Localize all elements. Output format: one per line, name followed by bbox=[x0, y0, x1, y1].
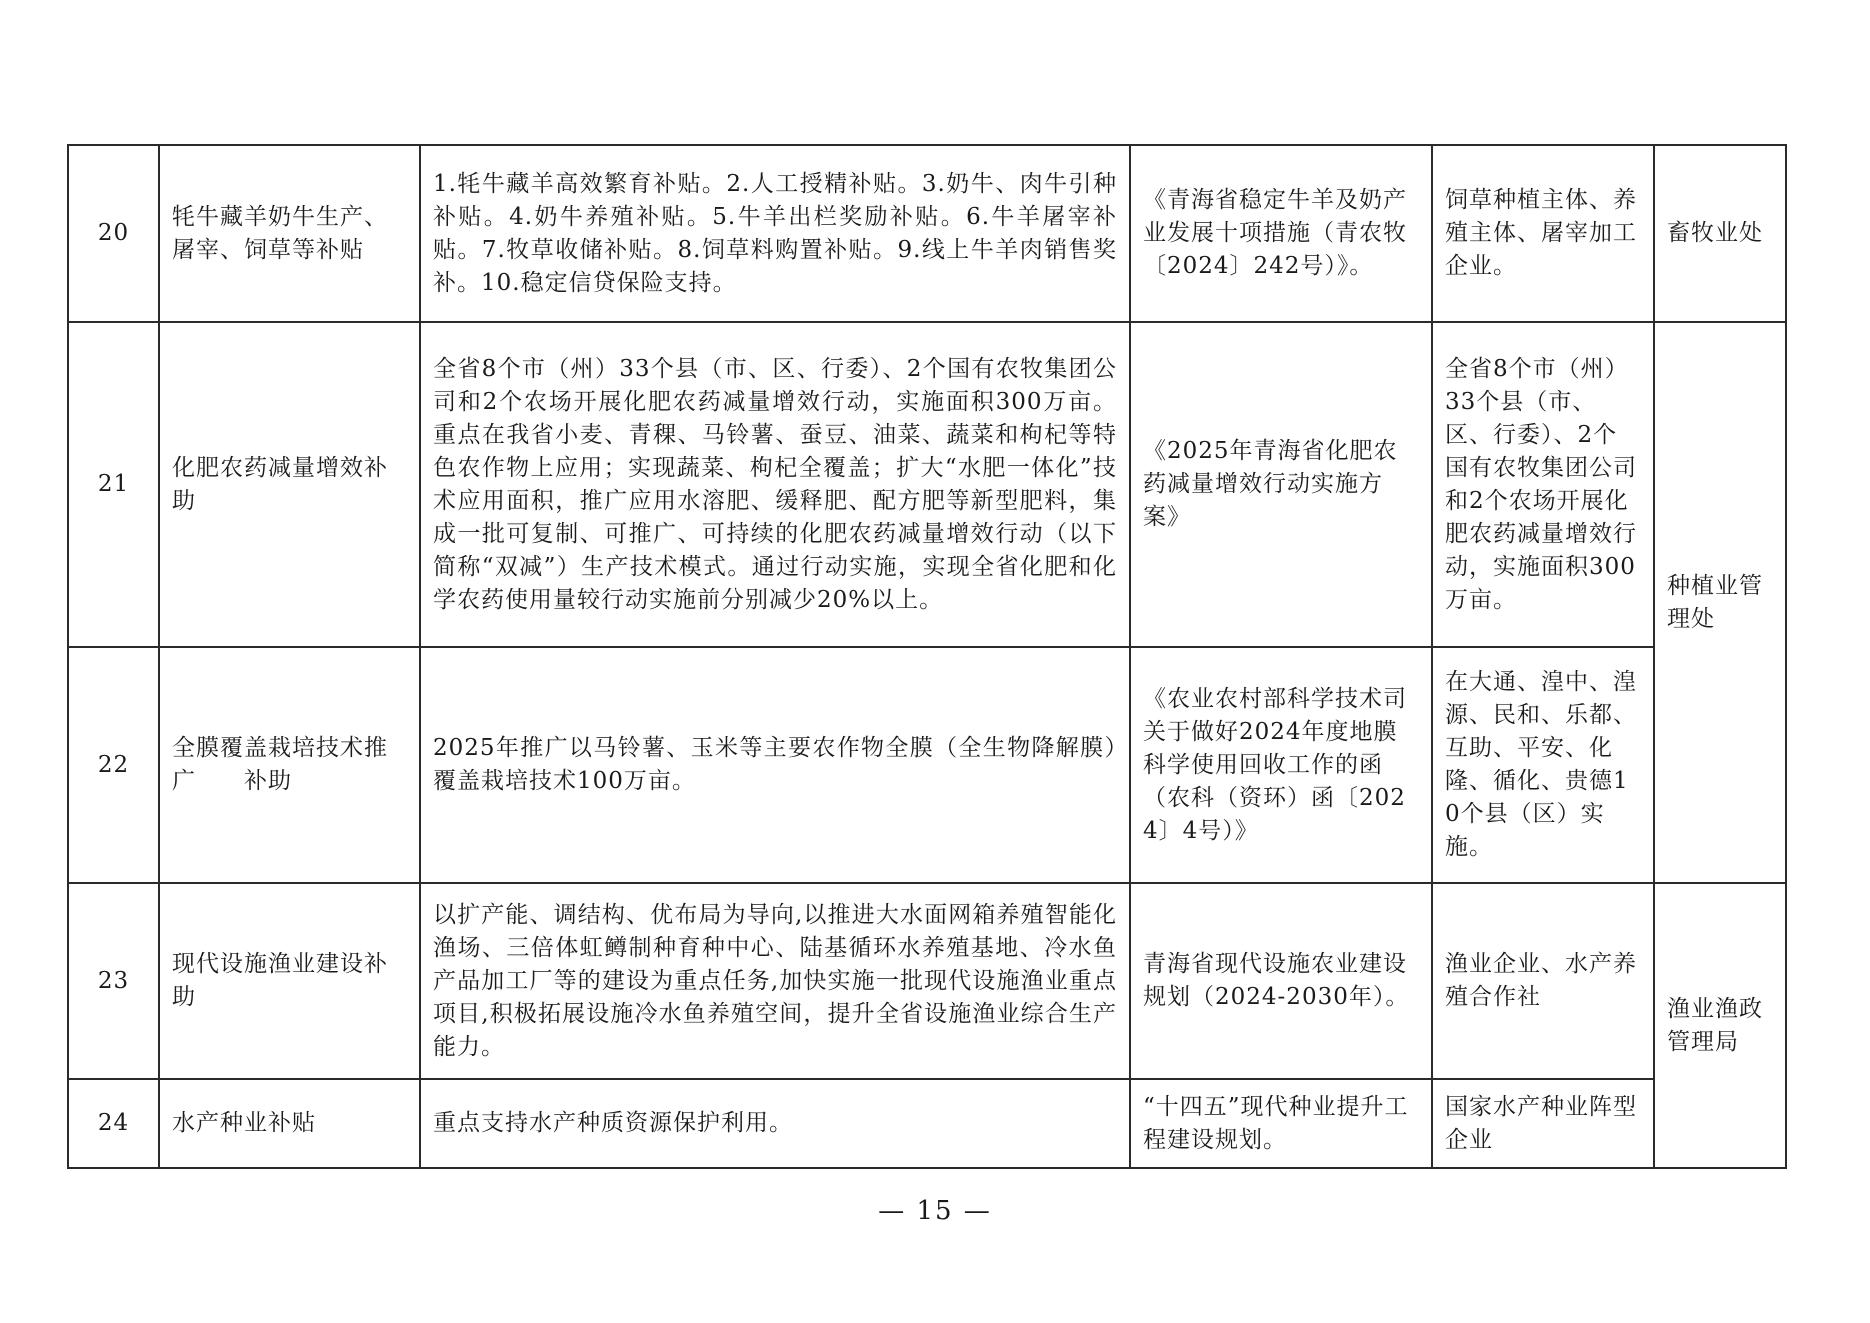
policy-content: 2025年推广以马铃薯、玉米等主要农作物全膜（全生物降解膜）覆盖栽培技术100万亩。 bbox=[420, 647, 1130, 883]
page-number: — 15 — bbox=[878, 1196, 992, 1226]
policy-basis: 《2025年青海省化肥农药减量增效行动实施方案》 bbox=[1130, 322, 1432, 647]
policy-basis: 《农业农村部科学技术司关于做好2024年度地膜科学使用回收工作的函（农科（资环）函〔2024〕4号）》 bbox=[1130, 647, 1432, 883]
policy-content: 重点支持水产种质资源保护利用。 bbox=[420, 1079, 1130, 1168]
policy-target: 饲草种植主体、养殖主体、屠宰加工企业。 bbox=[1432, 145, 1654, 322]
row-number: 23 bbox=[68, 883, 159, 1079]
table-row bbox=[68, 145, 1786, 322]
responsible-department: 种植业管理处 bbox=[1654, 322, 1786, 883]
table-row bbox=[68, 883, 1786, 1079]
policy-name: 牦牛藏羊奶牛生产、屠宰、饲草等补贴 bbox=[159, 145, 420, 322]
policy-target: 全省8个市（州）33个县（市、区、行委）、2个国有农牧集团公司和2个农场开展化肥农药减量增效行动，实施面积300万亩。 bbox=[1432, 322, 1654, 647]
table-row bbox=[68, 647, 1786, 883]
row-number: 20 bbox=[68, 145, 159, 322]
policy-name: 全膜覆盖栽培技术推广 补助 bbox=[159, 647, 420, 883]
policy-content: 全省8个市（州）33个县（市、区、行委）、2个国有农牧集团公司和2个农场开展化肥农药减量增效行动，实施面积300万亩。重点在我省小麦、青稞、马铃薯、蚕豆、油菜、蔬菜和枸杞等特色农作物上应用；实现蔬菜、枸杞全覆盖；扩大“水肥一体化”技术应用面积，推广应用水溶肥、缓释肥、配方肥等新型肥料，集成一批可复制、可推广、可持续的化肥农药减量增效行动（以下简称“双减”）生产技术模式。通过行动实施，实现全省化肥和化学农药使用量较行动实施前分别减少20%以上。 bbox=[420, 322, 1130, 647]
policy-table bbox=[67, 144, 1787, 1169]
responsible-department: 渔业渔政管理局 bbox=[1654, 883, 1786, 1168]
row-number: 22 bbox=[68, 647, 159, 883]
policy-basis: “十四五”现代种业提升工程建设规划。 bbox=[1130, 1079, 1432, 1168]
policy-basis: 青海省现代设施农业建设规划（2024-2030年）。 bbox=[1130, 883, 1432, 1079]
policy-content: 以扩产能、调结构、优布局为导向,以推进大水面网箱养殖智能化渔场、三倍体虹鳟制种育种中心、陆基循环水养殖基地、冷水鱼产品加工厂等的建设为重点任务,加快实施一批现代设施渔业重点项目,积极拓展设施冷水鱼养殖空间，提升全省设施渔业综合生产能力。 bbox=[420, 883, 1130, 1079]
responsible-department: 畜牧业处 bbox=[1654, 145, 1786, 322]
policy-content: 1.牦牛藏羊高效繁育补贴。2.人工授精补贴。3.奶牛、肉牛引种补贴。4.奶牛养殖补贴。5.牛羊出栏奖励补贴。6.牛羊屠宰补贴。7.牧草收储补贴。8.饲草料购置补贴。9.线上牛羊肉销售奖补。10.稳定信贷保险支持。 bbox=[420, 145, 1130, 322]
policy-name: 水产种业补贴 bbox=[159, 1079, 420, 1168]
policy-basis: 《青海省稳定牛羊及奶产业发展十项措施（青农牧〔2024〕242号）》。 bbox=[1130, 145, 1432, 322]
policy-name: 现代设施渔业建设补助 bbox=[159, 883, 420, 1079]
table-row bbox=[68, 322, 1786, 647]
policy-name: 化肥农药减量增效补助 bbox=[159, 322, 420, 647]
policy-target: 在大通、湟中、湟源、民和、乐都、互助、平安、化隆、循化、贵德10个县（区）实施。 bbox=[1432, 647, 1654, 883]
row-number: 21 bbox=[68, 322, 159, 647]
row-number: 24 bbox=[68, 1079, 159, 1168]
policy-target: 国家水产种业阵型企业 bbox=[1432, 1079, 1654, 1168]
table-row bbox=[68, 1079, 1786, 1168]
policy-target: 渔业企业、水产养殖合作社 bbox=[1432, 883, 1654, 1079]
